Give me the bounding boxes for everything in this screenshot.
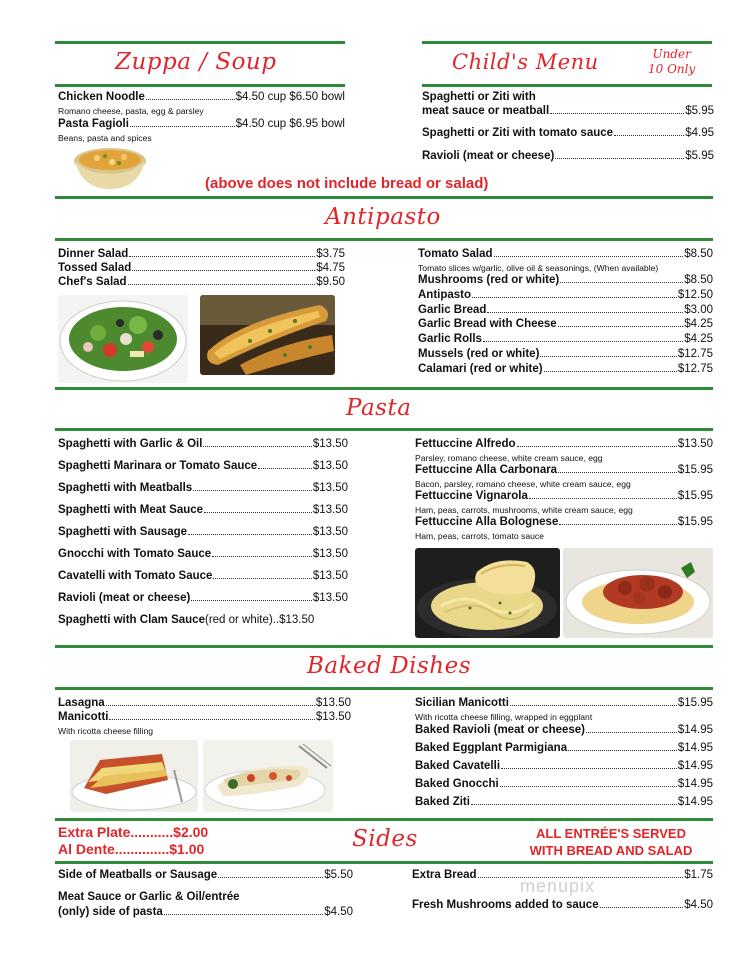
menu-item-spaghetti-garlic-oil: Spaghetti with Garlic & Oil $13.50 xyxy=(58,438,348,450)
menu-item-fresh-mushrooms: Fresh Mushrooms added to sauce $4.50 xyxy=(412,899,713,911)
pasta-heading: Pasta xyxy=(346,395,412,421)
baked-top-rule xyxy=(55,645,713,648)
menu-item-child-tomato-sauce: Spaghetti or Ziti with tomato sauce $4.95 xyxy=(422,127,714,139)
menu-item-child-meat-sauce: meat sauce or meatball $5.95 xyxy=(422,105,714,117)
child-item-line-1: Spaghetti or Ziti with xyxy=(422,91,536,103)
menu-item-calamari: Calamari (red or white) $12.75 xyxy=(418,363,713,375)
badge-line-2: 10 Only xyxy=(648,62,696,76)
bolognese-photo xyxy=(563,548,713,638)
menu-item-dinner-salad: Dinner Salad $3.75 xyxy=(58,248,345,260)
menu-item-garlic-bread: Garlic Bread $3.00 xyxy=(418,304,713,316)
lasagna-photo xyxy=(70,740,198,812)
menu-item-mushrooms: Mushrooms (red or white) $8.50 xyxy=(418,274,713,286)
item-description: Romano cheese, pasta, egg & parsley xyxy=(58,106,204,116)
menu-item-fettuccine-carbonara: Fettuccine Alla Carbonara $15.95 xyxy=(415,464,713,476)
menu-item-tomato-salad: Tomato Salad $8.50 xyxy=(418,248,713,260)
menu-item-sicilian-manicotti: Sicilian Manicotti $15.95 xyxy=(415,697,713,709)
soup-top-rule xyxy=(55,41,345,44)
served-line-2: WITH BREAD AND SALAD xyxy=(529,843,693,858)
served-line-1: ALL ENTRÉE'S SERVED xyxy=(536,826,686,841)
item-description: Ham, peas, carrots, tomato sauce xyxy=(415,531,544,541)
baked-bottom-rule xyxy=(55,687,713,690)
child-age-badge xyxy=(648,47,695,77)
menu-item-fettuccine-alfredo: Fettuccine Alfredo $13.50 xyxy=(415,438,713,450)
menu-item-gnocchi: Gnocchi with Tomato Sauce $13.50 xyxy=(58,548,348,560)
menu-item-spaghetti-meatballs: Spaghetti with Meatballs $13.50 xyxy=(58,482,348,494)
meat-sauce-side-line-1: Meat Sauce or Garlic & Oil/entrée xyxy=(58,891,240,903)
extra-plate-charge: Extra Plate...........$2.00 xyxy=(58,824,209,840)
menu-item-lasagna: Lasagna $13.50 xyxy=(58,697,351,709)
menu-item-ravioli: Ravioli (meat or cheese) $13.50 xyxy=(58,592,348,604)
pasta-top-rule xyxy=(55,387,713,390)
sicilian-description: With ricotta cheese filling, wrapped in eggplant xyxy=(415,712,593,722)
menu-item-eggplant-parmigiana: Baked Eggplant Parmigiana $14.95 xyxy=(415,742,713,754)
menu-item-baked-ravioli: Baked Ravioli (meat or cheese) $14.95 xyxy=(415,724,713,736)
menu-item-clam-sauce: Spaghetti with Clam Sauce (red or white).. $13.50 xyxy=(58,614,315,626)
item-description: Bacon, parsley, romano cheese, white cream sauce, egg xyxy=(415,479,631,489)
menu-item-side-meatballs: Side of Meatballs or Sausage $5.50 xyxy=(58,869,353,881)
soup-bowl-photo xyxy=(72,143,148,193)
item-description: Beans, pasta and spices xyxy=(58,133,152,143)
menu-item-extra-bread: Extra Bread $1.75 xyxy=(412,869,713,881)
sides-bottom-rule xyxy=(55,861,713,864)
soup-heading: Zuppa / Soup xyxy=(115,49,277,75)
menu-item-manicotti: Manicotti $13.50 xyxy=(58,711,351,723)
menu-item-side-pasta: (only) side of pasta $4.50 xyxy=(58,906,353,918)
menu-item-fettuccine-vignarola: Fettuccine Vignarola $15.95 xyxy=(415,490,713,502)
menu-item-spaghetti-marinara: Spaghetti Marinara or Tomato Sauce $13.50 xyxy=(58,460,348,472)
antipasto-bottom-rule xyxy=(55,238,713,241)
child-heading: Child's Menu xyxy=(452,50,599,74)
manicotti-description: With ricotta cheese filling xyxy=(58,726,154,736)
menu-item-antipasto: Antipasto $12.50 xyxy=(418,289,713,301)
clam-sauce-suffix: (red or white).. xyxy=(204,614,280,626)
fettuccine-photo xyxy=(415,548,560,638)
sides-heading: Sides xyxy=(352,826,418,852)
menu-item-fettuccine-bolognese: Fettuccine Alla Bolognese $15.95 xyxy=(415,516,713,528)
manicotti-photo xyxy=(203,740,333,812)
antipasto-top-rule xyxy=(55,196,713,199)
salad-photo xyxy=(58,295,188,383)
item-description: Ham, peas, carrots, mushrooms, white cream sauce, egg xyxy=(415,505,633,515)
sides-top-rule xyxy=(55,818,713,821)
al-dente-charge: Al Dente..............$1.00 xyxy=(58,841,205,857)
soup-notice: (above does not include bread or salad) xyxy=(205,175,489,192)
baked-heading: Baked Dishes xyxy=(307,653,472,679)
menu-item-cavatelli: Cavatelli with Tomato Sauce $13.50 xyxy=(58,570,348,582)
menu-item-child-ravioli: Ravioli (meat or cheese) $5.95 xyxy=(422,150,714,162)
child-bottom-rule xyxy=(422,84,712,87)
pasta-bottom-rule xyxy=(55,428,713,431)
entree-served-notice xyxy=(508,825,714,859)
menu-item-mussels: Mussels (red or white) $12.75 xyxy=(418,348,713,360)
menu-item-tossed-salad: Tossed Salad $4.75 xyxy=(58,262,345,274)
watermark: menupix xyxy=(520,876,596,896)
child-top-rule xyxy=(422,41,712,44)
menu-item-baked-gnocchi: Baked Gnocchi $14.95 xyxy=(415,778,713,790)
item-description: Parsley, romano cheese, white cream sauce, egg xyxy=(415,453,603,463)
tomato-salad-description: Tomato slices w/garlic, olive oil & seasonings, (When available) xyxy=(418,263,659,273)
menu-item-baked-cavatelli: Baked Cavatelli $14.95 xyxy=(415,760,713,772)
menu-item-pasta-fagioli: Pasta Fagioli $4.50 cup $6.95 bowl xyxy=(58,118,345,130)
menu-item-baked-ziti: Baked Ziti $14.95 xyxy=(415,796,713,808)
menu-item-spaghetti-meat-sauce: Spaghetti with Meat Sauce $13.50 xyxy=(58,504,348,516)
soup-bottom-rule xyxy=(55,84,345,87)
menu-item-garlic-bread-cheese: Garlic Bread with Cheese $4.25 xyxy=(418,318,713,330)
antipasto-heading: Antipasto xyxy=(325,204,441,230)
menu-item-spaghetti-sausage: Spaghetti with Sausage $13.50 xyxy=(58,526,348,538)
badge-line-1: Under xyxy=(652,47,691,61)
menu-item-chefs-salad: Chef's Salad $9.50 xyxy=(58,276,345,288)
menu-item-chicken-noodle: Chicken Noodle $4.50 cup $6.50 bowl xyxy=(58,91,345,103)
menu-item-garlic-rolls: Garlic Rolls $4.25 xyxy=(418,333,713,345)
garlic-bread-photo xyxy=(200,295,335,375)
